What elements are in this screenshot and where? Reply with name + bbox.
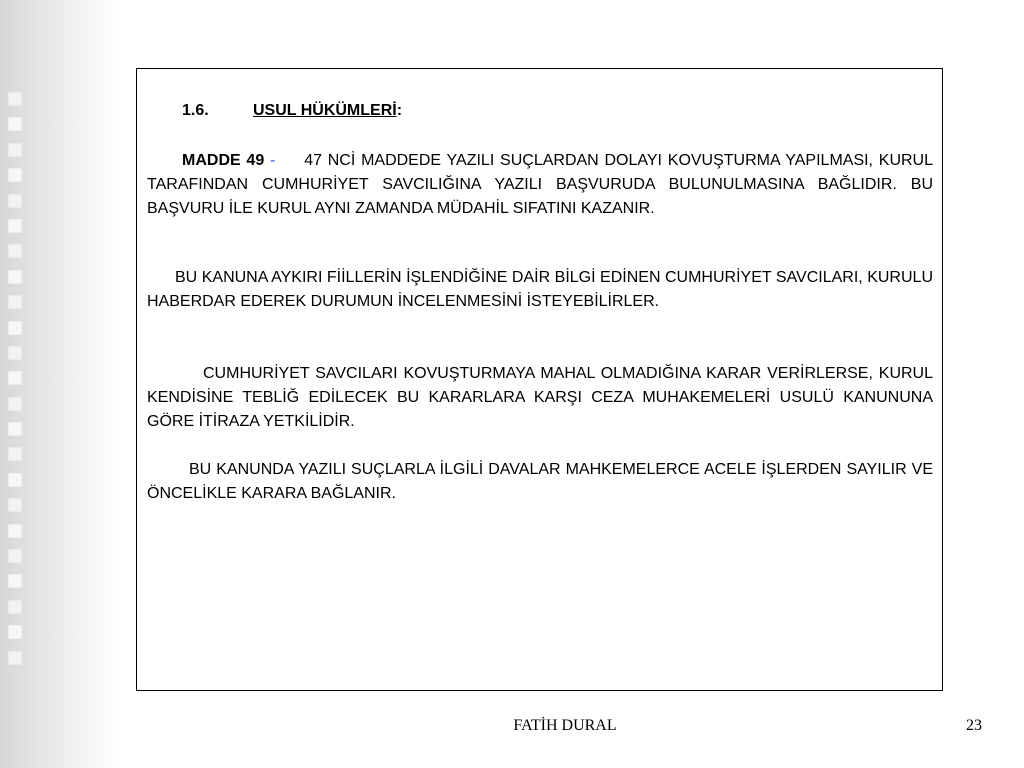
decorative-square — [8, 143, 22, 157]
urgent-cases-paragraph: BU KANUNDA YAZILI SUÇLARLA İLGİLİ DAVALAR MAHKEMELERCE ACELE İŞLERDEN SAYILIR VE ÖNCELİKLE KARARA BAĞLANIR. — [147, 461, 933, 502]
decorative-square — [8, 371, 22, 385]
decorative-square — [8, 625, 22, 639]
decorative-square — [8, 651, 22, 665]
footer-author: FATİH DURAL — [513, 717, 617, 734]
decorative-square — [8, 270, 22, 284]
decorative-square — [8, 194, 22, 208]
decorative-square — [8, 498, 22, 512]
decorative-square — [8, 600, 22, 614]
slide-content-frame — [136, 68, 943, 691]
article-49-text: 47 NCİ MADDEDE YAZILI SUÇLARDAN DOLAYI KOVUŞTURMA YAPILMASI, KURUL TARAFINDAN CUMHURİYET SAVCILIĞINA YAZILI BAŞVURUDA BULUNULMASINA BAĞLIDIR. BU BAŞVURU İLE KURUL AYNI ZAMANDA MÜDAHİL SIFATINI KAZANIR. — [147, 152, 934, 217]
decorative-square — [8, 447, 22, 461]
objection-paragraph: CUMHURİYET SAVCILARI KOVUŞTURMAYA MAHAL OLMADIĞINA KARAR VERİRLERSE, KURUL KENDİSİNE TEBLİĞ EDİLECEK BU KARARLARA KARŞI CEZA MUHAKEMELERİ USULÜ KANUNUNA GÖRE İTİRAZA YETKİLİDİR. — [147, 365, 933, 430]
decorative-square — [8, 168, 22, 182]
section-heading — [182, 101, 402, 121]
section-number: 1.6. — [182, 102, 209, 119]
decorative-square — [8, 244, 22, 258]
decorative-square — [8, 295, 22, 309]
decorative-square-column — [8, 92, 24, 676]
decorative-square — [8, 397, 22, 411]
decorative-square — [8, 117, 22, 131]
decorative-square — [8, 574, 22, 588]
footer-page-number: 23 — [966, 717, 982, 734]
decorative-square — [8, 321, 22, 335]
decorative-square — [8, 524, 22, 538]
decorative-square — [8, 473, 22, 487]
decorative-square — [8, 219, 22, 233]
section-title-colon: : — [396, 102, 403, 119]
decorative-square — [8, 346, 22, 360]
decorative-square — [8, 422, 22, 436]
decorative-left-strip — [0, 0, 122, 768]
decorative-square — [8, 92, 22, 106]
article-dash: - — [270, 152, 276, 169]
decorative-square — [8, 549, 22, 563]
article-label: MADDE 49 — [182, 152, 265, 169]
section-title: USUL HÜKÜMLERİ — [253, 102, 397, 119]
prosecutor-notice-paragraph: BU KANUNA AYKIRI FİİLLERİN İŞLENDİĞİNE DAİR BİLGİ EDİNEN CUMHURİYET SAVCILARI, KURULU HABERDAR EDEREK DURUMUN İNCELENMESİNİ İSTEYEBİLİRLER. — [147, 269, 933, 310]
article-49-paragraph — [147, 149, 933, 221]
